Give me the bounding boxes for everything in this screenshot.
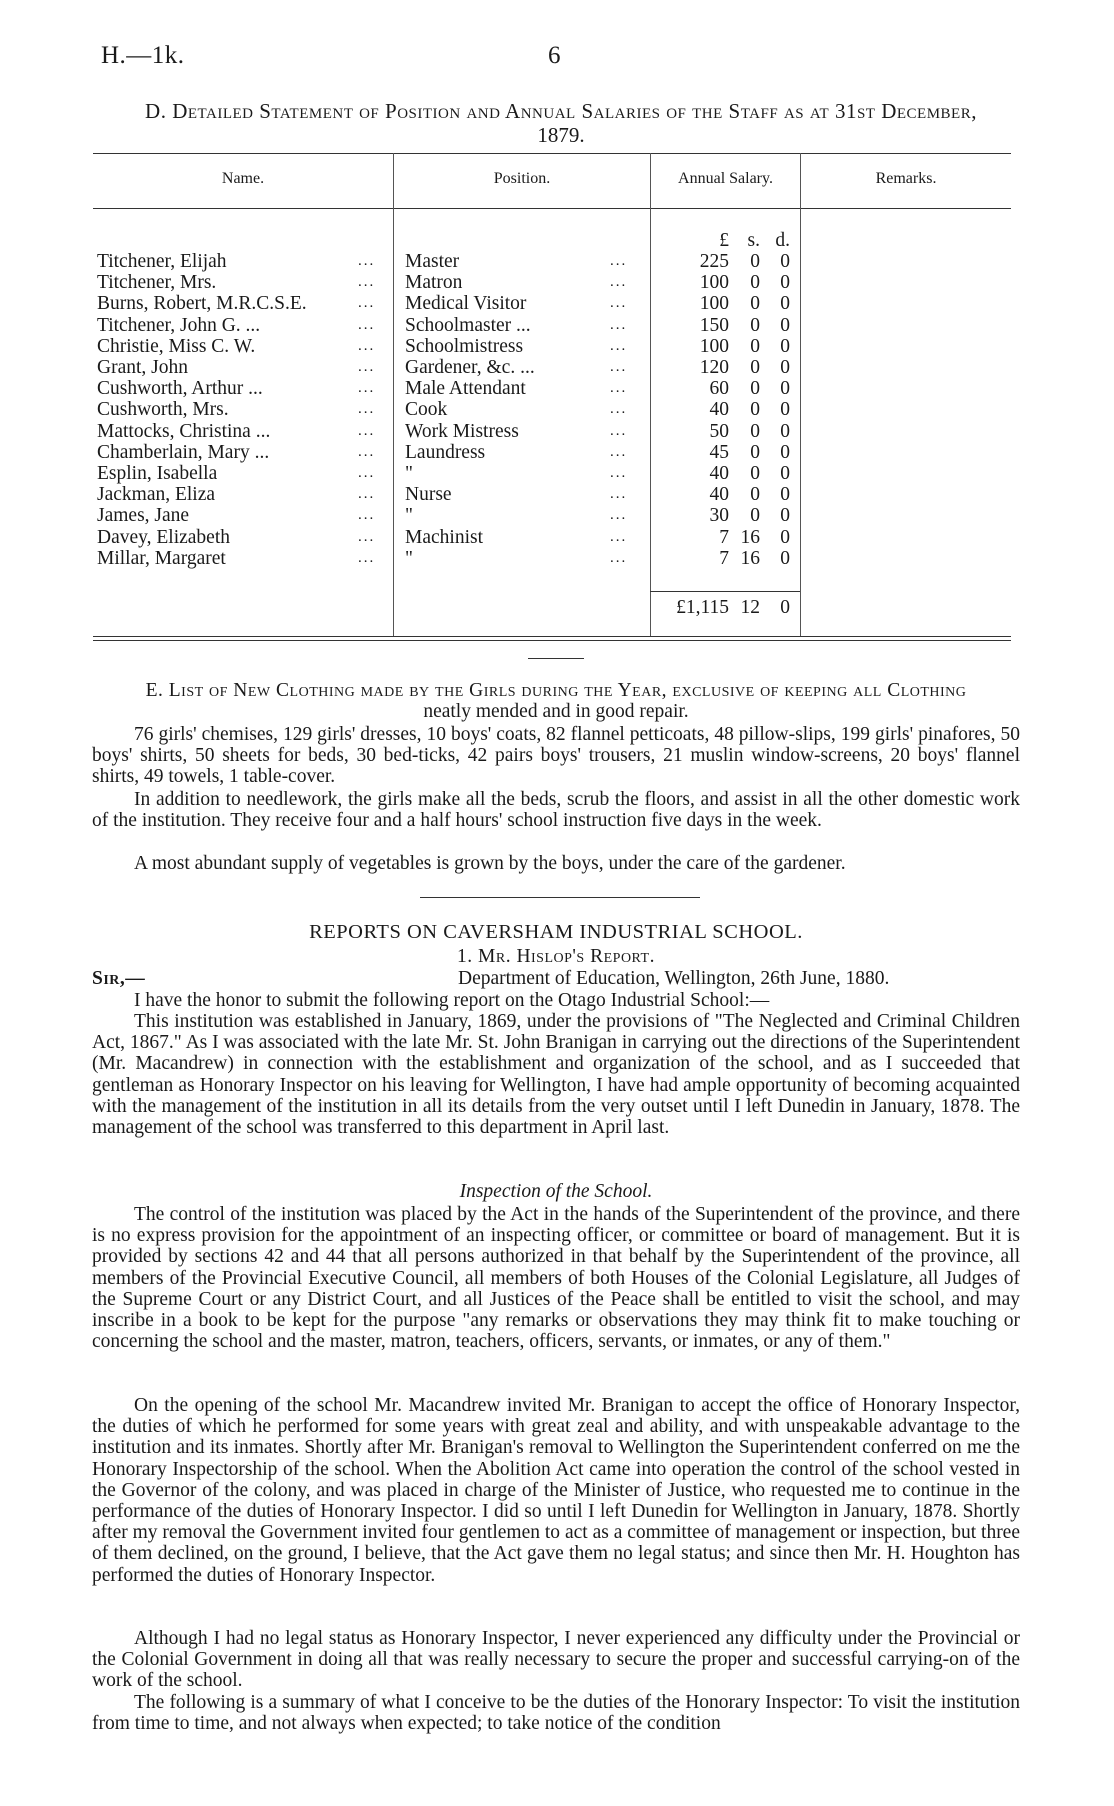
salary-shillings: 0 — [750, 251, 760, 272]
staff-name: Titchener, Mrs. — [97, 272, 217, 294]
table-row — [0, 357, 1114, 378]
leader-dots: ... — [358, 507, 376, 524]
salary-pence: 0 — [780, 441, 790, 463]
salary-pence: 0 — [780, 314, 790, 336]
salary-pence: 0 — [780, 547, 790, 569]
staff-position: Work Mistress — [405, 420, 519, 442]
section-e-paragraph: A most abundant supply of vegetables is grown by the boys, under the care of the gardener. — [134, 853, 846, 874]
staff-position: Schoolmistress — [405, 335, 524, 357]
salary-shillings: 0 — [750, 505, 760, 527]
salary-pence: 0 — [780, 357, 790, 378]
running-header-code: H.—1k. — [101, 42, 185, 69]
leader-dots: ... — [610, 380, 628, 397]
leader-dots: ... — [358, 274, 376, 291]
staff-position: Cook — [405, 399, 448, 421]
report-paragraph: The following is a summary of what I conceive to be the duties of the Honorary Inspector: To visit the institution from time to time, and not always when expected; to take notice of the condition — [92, 1692, 1020, 1735]
staff-position: " — [405, 463, 413, 484]
dateline: Department of Education, Wellington, 26th June, 1880. — [458, 968, 890, 989]
leader-dots: ... — [610, 316, 628, 333]
leader-dots: ... — [358, 528, 376, 545]
salary-shillings: 0 — [750, 399, 760, 421]
column-header-position: Position. — [493, 170, 551, 187]
table-row — [0, 484, 1114, 505]
salary-pounds: 40 — [709, 399, 729, 421]
staff-position: Gardener, &c. ... — [405, 357, 535, 378]
salary-pounds: 45 — [709, 441, 729, 463]
currency-header-row — [0, 230, 1114, 251]
table-bottom-rule — [93, 636, 1011, 637]
staff-name: Grant, John — [97, 357, 188, 378]
leader-dots: ... — [610, 337, 628, 354]
leader-dots: ... — [358, 253, 376, 269]
staff-name: Titchener, John G. ... — [97, 314, 261, 336]
salary-pence: 0 — [780, 399, 790, 421]
leader-dots: ... — [610, 253, 628, 269]
leader-dots: ... — [610, 422, 628, 439]
staff-position: " — [405, 547, 413, 569]
salary-pence: 0 — [780, 251, 790, 272]
section-e-title-line2: neatly mended and in good repair. — [423, 701, 689, 723]
leader-dots: ... — [358, 443, 376, 460]
table-row — [0, 463, 1114, 484]
table-row — [0, 505, 1114, 526]
table-row — [0, 442, 1114, 463]
leader-dots: ... — [610, 274, 628, 291]
salary-pounds: 150 — [699, 314, 729, 336]
salary-shillings: 0 — [750, 314, 760, 336]
leader-dots: ... — [610, 507, 628, 524]
report-paragraph: Although I had no legal status as Honorary Inspector, I never experienced any difficulty under the Provincial or the Colonial Government in doing all that was really necessary to secure the proper and successful carrying-on of the work of the school. — [92, 1628, 1020, 1692]
reports-title: REPORTS ON CAVERSHAM INDUSTRIAL SCHOOL. — [309, 921, 803, 943]
pounds-header: £ — [719, 230, 729, 251]
column-header-name: Name. — [221, 170, 265, 187]
reports-subtitle: 1. Mr. Hislop's Report. — [457, 946, 655, 967]
staff-name: Davey, Elizabeth — [97, 526, 231, 548]
salutation: Sir,— — [92, 968, 146, 989]
letter-header — [92, 968, 1020, 989]
section-d-title-line1: D. Detailed Statement of Position and Annual Salaries of the Staff as at 31st December, — [145, 99, 977, 123]
salary-pence: 0 — [780, 420, 790, 442]
leader-dots: ... — [358, 422, 376, 439]
table-row — [0, 399, 1114, 420]
leader-dots: ... — [358, 359, 376, 375]
staff-position: Schoolmaster ... — [405, 314, 531, 336]
table-row — [0, 293, 1114, 314]
salary-shillings: 0 — [750, 484, 760, 506]
section-d-title-line2: 1879. — [537, 123, 585, 147]
salary-shillings: 0 — [750, 420, 760, 442]
staff-position: Male Attendant — [405, 378, 526, 400]
salary-pounds: 7 — [719, 547, 729, 569]
report-intro: I have the honor to submit the following report on the Otago Industrial School:— — [134, 990, 770, 1011]
section-divider — [420, 897, 700, 898]
staff-name: Titchener, Elijah — [97, 251, 227, 272]
salary-shillings: 0 — [750, 293, 760, 315]
staff-name: Esplin, Isabella — [97, 463, 218, 484]
column-header-salary: Annual Salary. — [678, 170, 773, 187]
column-header-remarks: Remarks. — [875, 170, 937, 187]
staff-name: Mattocks, Christina ... — [97, 420, 271, 442]
leader-dots: ... — [610, 295, 628, 312]
section-e-paragraph: 76 girls' chemises, 129 girls' dresses, 10 boys' coats, 82 flannel petticoats, 48 pillow-slips, 199 girls' pinafores, 50 boys' shirts, 50 sheets for beds, 30 bed-ticks, 42 pairs boys' trousers, 21 muslin window-screens, 20 boys' flannel shirts, 49 towels, 1 table-cover. — [92, 724, 1020, 788]
salary-pence: 0 — [780, 505, 790, 527]
salary-shillings: 0 — [750, 441, 760, 463]
leader-dots: ... — [358, 337, 376, 354]
leader-dots: ... — [358, 549, 376, 566]
salary-pence: 0 — [780, 272, 790, 294]
section-d-title — [96, 99, 1026, 147]
report-paragraph: The control of the institution was placed by the Act in the hands of the Superintendent of the province, and there is no express provision for the appointment of an inspecting officer, or committee or board of management. But it is provided by sections 42 and 44 that all persons authorized in that behalf by the Superintendent of the province, all members of the Provincial Executive Council, all members of both Houses of the Colonial Legislature, all Judges of the Supreme Court or any District Court, and all Justices of the Peace shall be entitled to visit the school, and may inscribe in a book to be kept for the purpose "any remarks or observations they may think fit to make touching or concerning the school and the master, matron, teachers, officers, servants, or inmates, or any of them." — [92, 1204, 1020, 1353]
leader-dots: ... — [358, 465, 376, 481]
table-bottom-rule — [93, 640, 1011, 641]
leader-dots: ... — [610, 486, 628, 503]
leader-dots: ... — [610, 549, 628, 566]
salary-shillings: 0 — [750, 357, 760, 378]
page-number: 6 — [548, 42, 561, 69]
leader-dots: ... — [358, 295, 376, 312]
report-paragraph: On the opening of the school Mr. Macandrew invited Mr. Branigan to accept the office of Honorary Inspector, the duties of which he performed for some years with great zeal and ability, and with unspeakable advantage to the institution and its inmates. Shortly after Mr. Branigan's removal to Wellington the Superintendent conferred on me the Honorary Inspectorship of the school. When the Abolition Act came into operation the control of the school vested in the Governor of the colony, and was placed in charge of the Minister of Justice, who requested me to continue in the performance of the duties of Honorary Inspector. I did so until I left Dunedin for Wellington in January, 1878. Shortly after my removal the Government invited four gentlemen to act as a committee of management or inspection, but three of them declined, on the ground, I believe, that the Act gave them no legal status; and since then Mr. H. Houghton has performed the duties of Honorary Inspector. — [92, 1395, 1020, 1586]
staff-name: Jackman, Eliza — [97, 484, 216, 506]
salary-pounds: 100 — [699, 335, 729, 357]
table-row — [0, 251, 1114, 272]
leader-dots: ... — [610, 465, 628, 481]
leader-dots: ... — [610, 443, 628, 460]
salary-pounds: 60 — [709, 378, 729, 400]
salary-pounds: 225 — [699, 251, 729, 272]
table-row — [0, 548, 1114, 569]
leader-dots: ... — [358, 401, 376, 418]
salary-pounds: 40 — [709, 463, 729, 484]
leader-dots: ... — [358, 486, 376, 503]
salary-shillings: 0 — [750, 335, 760, 357]
salary-pence: 0 — [780, 484, 790, 506]
table-row — [0, 336, 1114, 357]
staff-position: " — [405, 505, 413, 527]
shillings-header: s. — [747, 230, 760, 251]
total-pence: 0 — [780, 597, 790, 618]
salary-pence: 0 — [780, 335, 790, 357]
staff-position: Matron — [405, 272, 463, 294]
subheading-inspection: Inspection of the School. — [459, 1181, 653, 1202]
section-e-title-line1: E. List of New Clothing made by the Girls during the Year, exclusive of keeping all Clothing — [145, 680, 967, 701]
salary-shillings: 0 — [750, 463, 760, 484]
salary-pounds: 40 — [709, 484, 729, 506]
staff-name: Millar, Margaret — [97, 547, 226, 569]
salary-pounds: 120 — [699, 357, 729, 378]
salary-shillings: 0 — [750, 378, 760, 400]
staff-name: James, Jane — [97, 505, 190, 527]
table-row — [0, 421, 1114, 442]
leader-dots: ... — [358, 380, 376, 397]
leader-dots: ... — [610, 359, 628, 375]
section-e-title — [92, 680, 1020, 722]
total-pounds: £1,115 — [676, 597, 729, 618]
staff-position: Medical Visitor — [405, 293, 527, 315]
salary-pounds: 30 — [709, 505, 729, 527]
leader-dots: ... — [610, 528, 628, 545]
staff-name: Cushworth, Mrs. — [97, 399, 229, 421]
total-shillings: 12 — [740, 597, 760, 618]
leader-dots: ... — [358, 316, 376, 333]
report-paragraph: This institution was established in January, 1869, under the provisions of "The Neglected and Criminal Children Act, 1867." As I was associated with the late Mr. St. John Branigan in carrying out the directions of the Superintendent (Mr. Macandrew) in connection with the establishment and organization of the school, and as I succeeded that gentleman as Honorary Inspector on his leaving for Wellington, I have had ample opportunity of becoming acquainted with the management of the institution in all its details from the very outset until I left Dunedin in January, 1878. The management of the school was transferred to this department in April last. — [92, 1011, 1020, 1139]
salary-pounds: 50 — [709, 420, 729, 442]
section-divider — [528, 658, 584, 659]
staff-position: Nurse — [405, 484, 452, 506]
leader-dots: ... — [610, 401, 628, 418]
salary-shillings: 16 — [740, 547, 760, 569]
salary-pounds: 100 — [699, 293, 729, 315]
table-row — [0, 378, 1114, 399]
salary-pence: 0 — [780, 378, 790, 400]
staff-name: Chamberlain, Mary ... — [97, 441, 270, 463]
table-row — [0, 315, 1114, 336]
section-e-paragraph: In addition to needlework, the girls make all the beds, scrub the floors, and assist in all the other domestic work of the institution. They receive four and a half hours' school instruction five days in the week. — [92, 789, 1020, 832]
pence-header: d. — [775, 230, 790, 251]
staff-position: Master — [405, 251, 460, 272]
salary-pence: 0 — [780, 526, 790, 548]
table-row — [0, 527, 1114, 548]
salary-pence: 0 — [780, 293, 790, 315]
salary-pounds: 100 — [699, 272, 729, 294]
salary-shillings: 0 — [750, 272, 760, 294]
total-rule — [650, 591, 800, 592]
staff-name: Christie, Miss C. W. — [97, 335, 256, 357]
staff-name: Cushworth, Arthur ... — [97, 378, 263, 400]
table-total-row — [0, 597, 1114, 618]
salary-pounds: 7 — [719, 526, 729, 548]
table-header-rule — [93, 208, 1011, 209]
staff-position: Laundress — [405, 441, 486, 463]
staff-name: Burns, Robert, M.R.C.S.E. — [97, 293, 307, 315]
table-top-rule — [93, 153, 1011, 154]
table-row — [0, 272, 1114, 293]
salary-pence: 0 — [780, 463, 790, 484]
staff-position: Machinist — [405, 526, 483, 548]
salary-shillings: 16 — [740, 526, 760, 548]
